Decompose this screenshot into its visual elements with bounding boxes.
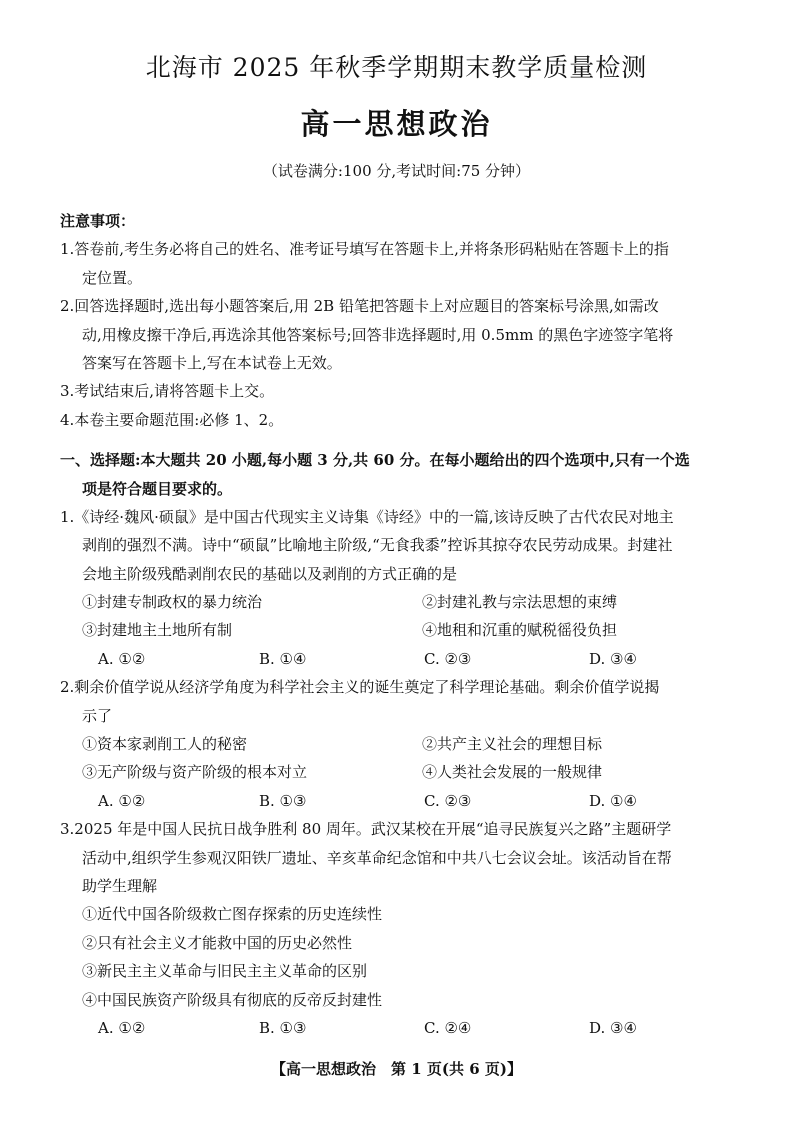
answer-choice: A. ①② <box>98 1018 146 1037</box>
option: ②只有社会主义才能救中国的历史必然性 <box>82 933 353 952</box>
option: ③无产阶级与资产阶级的根本对立 <box>82 763 308 782</box>
note-item-4: 4.本卷主要命题范围:必修 1、2。 <box>60 410 284 429</box>
answer-choice: C. ②③ <box>424 649 472 668</box>
option: ①近代中国各阶级救亡图存探索的历史连续性 <box>82 905 383 924</box>
option: ③新民主主义革命与旧民主主义革命的区别 <box>82 962 368 981</box>
answer-choice: C. ②③ <box>424 791 472 810</box>
question-3: 3.2025 年是中国人民抗日战争胜利 80 周年。武汉某校在开展“追寻民族复兴之路”主题研学 活动中,组织学生参观汉阳铁厂遗址、辛亥革命纪念馆和中共八七会议会址。该活动旨在帮 助学生理解 ①近代中国各阶级救亡图存探索的历史连续性 ②只有社会主义才能救中国的历史必然性 ③新民主主义革命与旧民主主义革命的区别 ④中国民族资产阶级具有彻底的反帝反封建性 A. ①② B. ①③ C. ②④ D. ③④ <box>60 815 740 1042</box>
answer-choice: D. ③④ <box>589 649 637 668</box>
exam-title: 北海市 2025 年秋季学期期末教学质量检测 <box>145 53 648 82</box>
option: ①资本家剥削工人的秘密 <box>82 735 248 754</box>
notes-heading: 注意事项： <box>60 212 136 230</box>
option: ④地租和沉重的赋税徭役负担 <box>422 621 618 640</box>
answer-choice: B. ①④ <box>259 649 307 668</box>
note-item-1: 1.答卷前,考生务必将自己的姓名、准考证号填写在答题卡上,并将条形码粘贴在答题卡上的指 定位置。 <box>60 240 669 287</box>
question-stem: 2.剩余价值学说从经济学角度为科学社会主义的诞生奠定了科学理论基础。剩余价值学说揭 <box>60 678 660 697</box>
answer-choice: D. ③④ <box>589 1018 637 1037</box>
option: ④中国民族资产阶级具有彻底的反帝反封建性 <box>82 990 383 1009</box>
answer-choice: C. ②④ <box>424 1018 472 1037</box>
answer-choice: A. ①② <box>98 791 146 810</box>
question-1: 1.《诗经·魏风·硕鼠》是中国古代现实主义诗集《诗经》中的一篇,该诗反映了古代农民对地主 剥削的强烈不满。诗中“硕鼠”比喻地主阶级,“无食我黍”控诉其掠夺农民劳动成果。封建社 会地主阶级残酷剥削农民的基础以及剥削的方式正确的是 ①封建专制政权的暴力统治 ②封建礼教与宗法思想的束缚 ③封建地主土地所有制 ④地租和沉重的赋税徭役负担 A. ①② B. ①④ C. ②③ D. ③④ <box>60 503 740 673</box>
note-item-2: 2.回答选择题时,选出每小题答案后,用 2B 铅笔把答题卡上对应题目的答案标号涂黑,如需改 动,用橡皮擦干净后,再选涂其他答案标号;回答非选择题时,用 0.5mm 的黑色字迹签字笔将 答案写在答题卡上,写在本试卷上无效。 <box>60 297 674 372</box>
option: ②共产主义社会的理想目标 <box>422 735 603 754</box>
answer-choice: B. ①③ <box>259 791 307 810</box>
section-heading: 一、选择题:本大题共 20 小题,每小题 3 分,共 60 分。在每小题给出的四个选项中,只有一个选 项是符合题目要求的。 <box>60 451 690 498</box>
question-stem: 1.《诗经·魏风·硕鼠》是中国古代现实主义诗集《诗经》中的一篇,该诗反映了古代农民对地主 <box>60 507 674 526</box>
note-item-3: 3.考试结束后,请将答题卡上交。 <box>60 382 275 401</box>
question-2: 2.剩余价值学说从经济学角度为科学社会主义的诞生奠定了科学理论基础。剩余价值学说揭 示了 ①资本家剥削工人的秘密 ②共产主义社会的理想目标 ③无产阶级与资产阶级的根本对立 ④人类社会发展的一般规律 A. ①② B. ①③ C. ②③ D. ①④ <box>60 673 740 815</box>
option: ④人类社会发展的一般规律 <box>422 763 603 782</box>
question-stem: 3.2025 年是中国人民抗日战争胜利 80 周年。武汉某校在开展“追寻民族复兴之路”主题研学 <box>60 820 672 839</box>
page-footer: 【高一思想政治 第 1 页(共 6 页)】 <box>271 1060 522 1078</box>
answer-choice: D. ①④ <box>589 791 637 810</box>
option: ②封建礼教与宗法思想的束缚 <box>422 593 618 612</box>
exam-body <box>60 207 740 1042</box>
option: ③封建地主土地所有制 <box>82 621 233 640</box>
subject-title: 高一思想政治 <box>300 107 493 141</box>
option: ①封建专制政权的暴力统治 <box>82 593 263 612</box>
answer-choice: B. ①③ <box>259 1018 307 1037</box>
exam-info: （试卷满分:100 分,考试时间:75 分钟） <box>262 162 531 180</box>
answer-choice: A. ①② <box>98 649 146 668</box>
